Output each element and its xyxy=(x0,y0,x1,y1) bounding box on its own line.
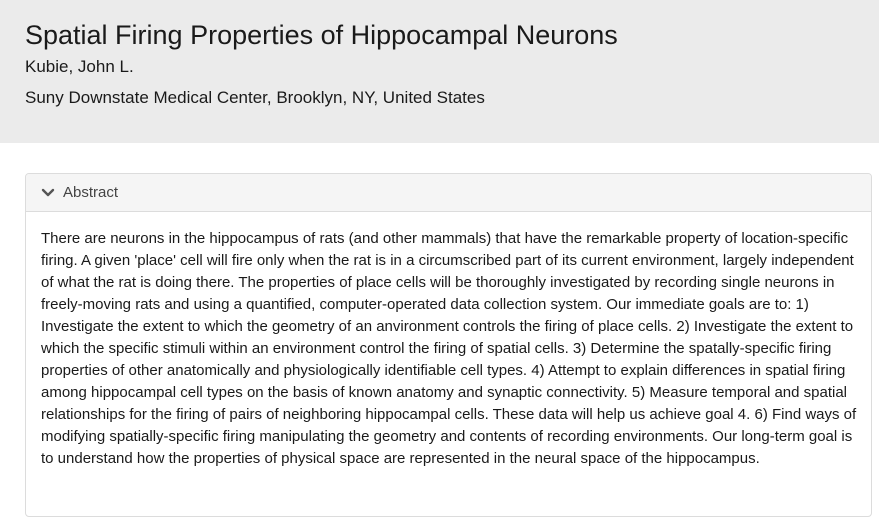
abstract-heading: Abstract xyxy=(63,184,119,201)
page-title: Spatial Firing Properties of Hippocampal Neurons xyxy=(25,20,618,50)
chevron-down-icon xyxy=(41,186,55,200)
abstract-panel xyxy=(25,173,872,517)
author-name: Kubie, John L. xyxy=(25,57,134,76)
abstract-toggle[interactable] xyxy=(26,174,871,212)
page-header xyxy=(0,0,879,143)
abstract-text: There are neurons in the hippocampus of rats (and other mammals) that have the remarkable property of location-specific firing. A given 'place' cell will fire only when the rat is in a circumscribed part of its current environment, largely independent of what the rat is doing there. The properties of place cells will be thoroughly investigated by recording single neurons in freely-moving rats and using a quantified, computer-operated data collection system. Our immediate goals are to: 1) Investigate the extent to which the geometry of an anvironment controls the firing of place cells. 2) Investigate the extent to which the specific stimuli within an environment control the firing of spatial cells. 3) Determine the spatally-specific firing properties of other anatomically and physiologically identifiable cell types. 4) Attempt to explain differences in spatial firing among hippocampal cell types on the basis of known anatomy and synaptic connectivity. 5) Measure temporal and spatial relationships for the firing of pairs of neighboring hippocampal cells. These data will help us achieve goal 4. 6) Find ways of modifying spatially-specific firing manipulating the geometry and contents of recording environments. Our long-term goal is to understand how the properties of physical space are represented in the neural space of the hippocampus. xyxy=(41,230,857,467)
institution: Suny Downstate Medical Center, Brooklyn, NY, United States xyxy=(25,88,485,107)
